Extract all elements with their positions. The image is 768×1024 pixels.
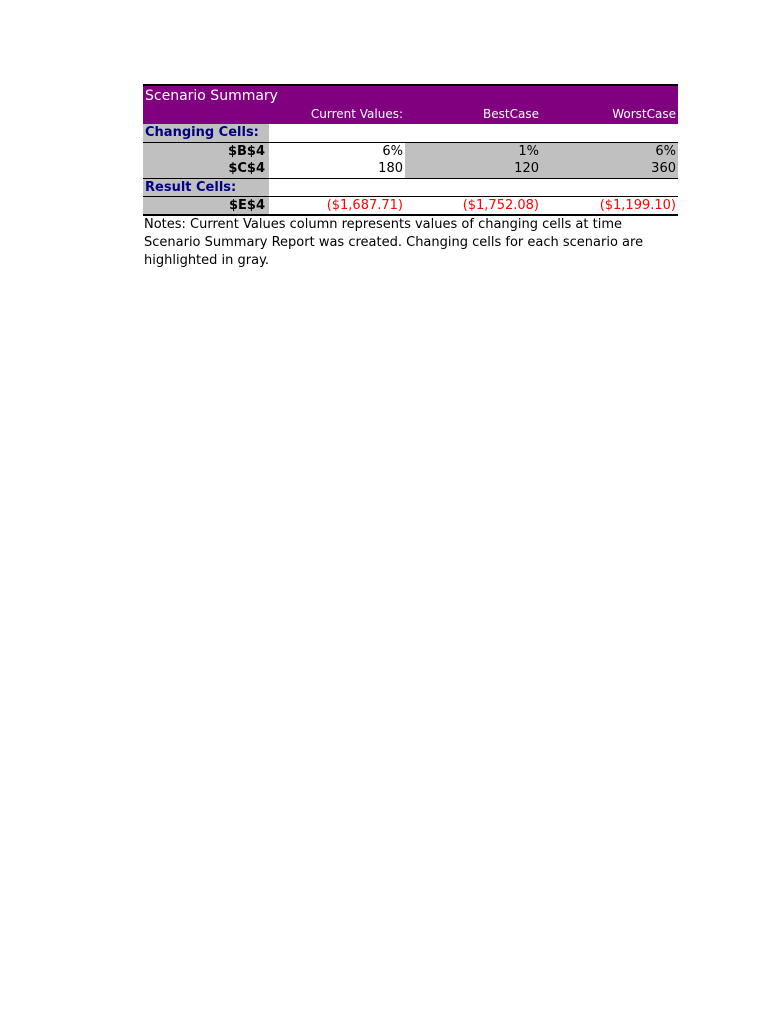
worstcase-value-cell: 6%	[541, 143, 678, 160]
scenario-summary-report	[143, 84, 678, 270]
row-label: $B$4	[143, 143, 269, 160]
column-header-current: Current Values:	[310, 107, 403, 121]
row-label: $C$4	[143, 160, 269, 178]
header-band	[143, 84, 678, 124]
report-notes: Notes: Current Values column represents values of changing cells at time Scenario Summary Report was created. Changing cells for each scenario are highlighted in gray.	[144, 217, 644, 268]
column-header-bestcase: BestCase	[483, 107, 539, 121]
result-cells-section-row	[143, 178, 678, 196]
table-row	[143, 142, 678, 160]
row-label: $E$4	[143, 197, 269, 214]
table-row	[143, 196, 678, 216]
changing-cells-label: Changing Cells:	[143, 124, 269, 142]
result-cells-label: Result Cells:	[143, 179, 269, 196]
column-header-worstcase: WorstCase	[612, 107, 676, 121]
bestcase-result-cell: ($1,752.08)	[462, 198, 539, 213]
current-value-cell: 180	[378, 161, 403, 176]
current-result-cell: ($1,687.71)	[326, 198, 403, 213]
table-row	[143, 160, 678, 178]
current-value-cell: 6%	[382, 144, 403, 159]
worstcase-value-cell: 360	[541, 160, 678, 178]
bestcase-value-cell: 1%	[405, 143, 541, 160]
report-title: Scenario Summary	[145, 88, 278, 104]
changing-cells-section-row	[143, 124, 678, 142]
worstcase-result-cell: ($1,199.10)	[599, 198, 676, 213]
bestcase-value-cell: 120	[405, 160, 541, 178]
